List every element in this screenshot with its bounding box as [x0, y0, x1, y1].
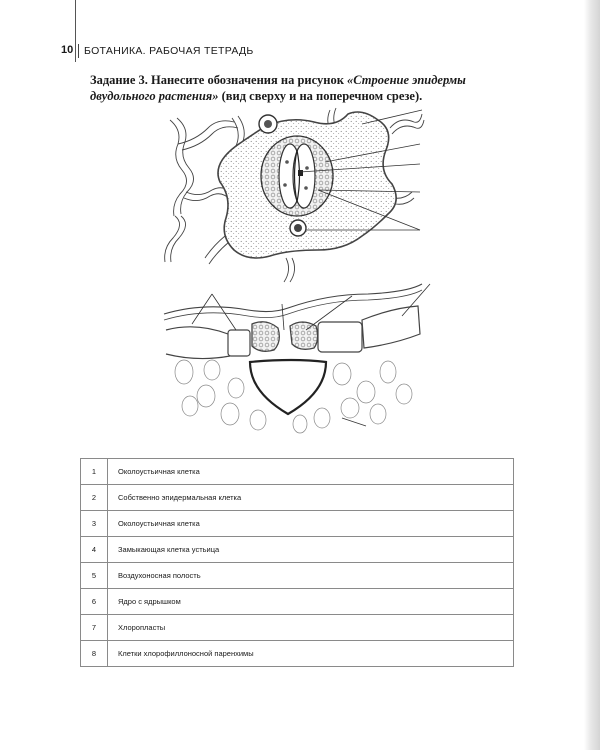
- task-figure-title: «Строение эпидермы двудольного растения»: [90, 73, 466, 103]
- legend-label: Клетки хлорофиллоносной паренхимы: [108, 641, 514, 667]
- legend-label: Воздухоносная полость: [108, 563, 514, 589]
- legend-number: 6: [81, 589, 108, 615]
- legend-label: Собственно эпидермальная клетка: [108, 485, 514, 511]
- legend-number: 5: [81, 563, 108, 589]
- legend-label: Ядро с ядрышком: [108, 589, 514, 615]
- legend-number: 8: [81, 641, 108, 667]
- epidermis-cross-section-illustration: [164, 284, 430, 433]
- legend-row: [81, 459, 514, 485]
- air-cavity: [250, 360, 326, 414]
- subsidiary-cell-left: [228, 330, 250, 356]
- legend-row: [81, 511, 514, 537]
- page-number: 10: [61, 44, 74, 56]
- subsidiary-cell-right: [318, 322, 362, 352]
- book-title: БОТАНИКА. РАБОЧАЯ ТЕТРАДЬ: [84, 45, 254, 57]
- legend-label: Околоустьичная клетка: [108, 459, 514, 485]
- legend-label: Замыкающая клетка устьица: [108, 537, 514, 563]
- guard-cell-section-right: [290, 322, 318, 349]
- legend-number: 4: [81, 537, 108, 563]
- legend-number: 7: [81, 615, 108, 641]
- legend-row: [81, 485, 514, 511]
- legend-number: 1: [81, 459, 108, 485]
- legend-row: [81, 563, 514, 589]
- epidermis-top-view-illustration: [165, 108, 424, 282]
- epidermal-cell-right: [362, 306, 420, 348]
- task-tail: (вид сверху и на поперечном срезе).: [218, 89, 423, 103]
- legend-table: [80, 458, 514, 667]
- legend-label: Хлоропласты: [108, 615, 514, 641]
- legend-row: [81, 589, 514, 615]
- legend-row: [81, 641, 514, 667]
- legend-label: Околоустьичная клетка: [108, 511, 514, 537]
- legend-row: [81, 537, 514, 563]
- legend-number: 2: [81, 485, 108, 511]
- guard-cell-section-left: [252, 322, 279, 352]
- task-lead: Задание 3. Нанесите обозначения на рисунок: [90, 73, 348, 87]
- legend-row: [81, 615, 514, 641]
- epidermal-cell-left: [166, 327, 230, 359]
- legend-number: 3: [81, 511, 108, 537]
